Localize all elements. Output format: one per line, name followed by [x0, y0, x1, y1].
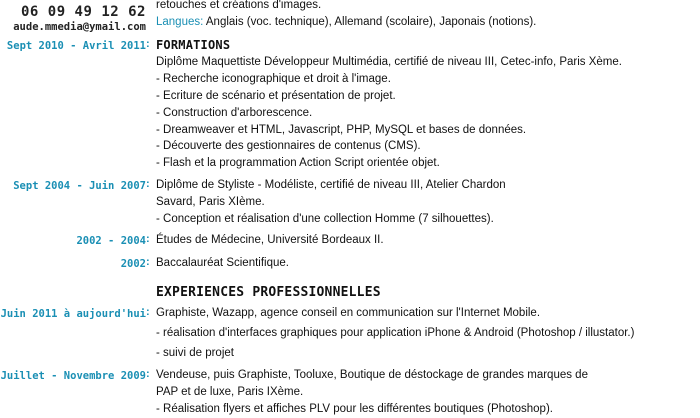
formation-2-line-1: Diplôme de Styliste - Modéliste, certifié de niveau III, Atelier Chardon — [156, 179, 506, 191]
date-separator: : — [146, 233, 150, 245]
formation-2-line-3: - Conception et réalisation d'une collection Homme (7 silhouettes). — [156, 213, 494, 225]
experience-2-line-1: Vendeuse, puis Graphiste, Tooluxe, Boutique de déstockage de grandes marques de — [156, 369, 588, 381]
experience-date-2: Juillet - Novembre 2009 — [0, 370, 146, 382]
formation-date-3: 2002 - 2004 — [76, 235, 146, 247]
formation-1-line-4: - Construction d'arborescence. — [156, 107, 313, 119]
date-separator: : — [146, 178, 150, 190]
contact-phone: 06 09 49 12 62 — [20, 4, 146, 20]
formation-1-line-5: - Dreamweaver et HTML, Javascript, PHP, MySQL et bases de données. — [156, 124, 527, 136]
experiences-heading: EXPERIENCES PROFESSIONNELLES — [156, 285, 381, 300]
languages-label: Langues: — [156, 16, 204, 28]
experience-date-1: Juin 2011 à aujourd'hui — [0, 308, 146, 320]
date-separator: : — [146, 38, 150, 50]
formation-1-line-1: Diplôme Maquettiste Développeur Multimédia, certifié de niveau III, Cetec-info, Paris Xème. — [156, 56, 622, 68]
skills-continuation-line: retouches et créations d'images. — [156, 0, 322, 11]
date-separator: : — [146, 306, 150, 318]
experience-2-line-2: PAP et de luxe, Paris IXème. — [156, 386, 304, 398]
date-separator: : — [146, 368, 150, 380]
experience-1-line-2: - réalisation d'interfaces graphiques pour application iPhone & Android (Photoshop / illustator.) — [156, 327, 635, 339]
formation-date-1: Sept 2010 - Avril 2011 — [6, 40, 146, 52]
formation-3-line-1: Études de Médecine, Université Bordeaux II. — [156, 234, 384, 246]
formation-2-line-2: Savard, Paris XIème. — [156, 196, 265, 208]
experience-1-line-3: - suivi de projet — [156, 347, 234, 359]
formation-1-line-6: - Découverte des gestionnaires de contenus (CMS). — [156, 140, 421, 152]
experience-2-line-3: - Réalisation flyers et affiches PLV pour les différentes boutiques (Photoshop). — [156, 403, 553, 415]
formation-1-line-3: - Ecriture de scénario et présentation de projet. — [156, 90, 396, 102]
contact-email[interactable]: aude.mmedia@ymail.com — [13, 21, 146, 33]
languages-text: Anglais (voc. technique), Allemand (scolaire), Japonais (notions). — [203, 16, 537, 28]
formation-1-line-2: - Recherche iconographique et droit à l'image. — [156, 73, 391, 85]
formation-date-2: Sept 2004 - Juin 2007 — [13, 180, 146, 192]
formation-date-4: 2002 — [120, 258, 146, 270]
formation-4-line-1: Baccalauréat Scientifique. — [156, 257, 289, 269]
formation-1-line-7: - Flash et la programmation Action Script orientée objet. — [156, 157, 440, 169]
languages-line — [156, 14, 696, 31]
date-separator: : — [146, 256, 150, 268]
formations-heading: FORMATIONS — [156, 38, 231, 52]
experience-1-line-1: Graphiste, Wazapp, agence conseil en communication sur l'Internet Mobile. — [156, 307, 541, 319]
